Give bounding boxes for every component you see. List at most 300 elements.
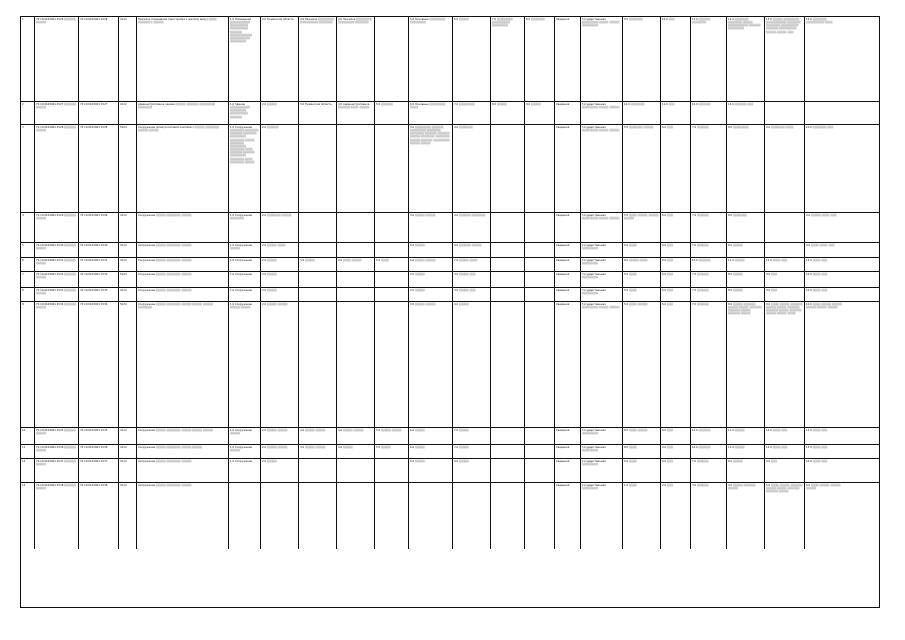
attr-15-cell xyxy=(805,302,845,427)
attr-14-cell xyxy=(765,213,805,242)
registry-number-cell xyxy=(79,243,119,257)
cell-text: Сведения xyxy=(556,244,570,247)
object-name-cell xyxy=(137,258,229,271)
cell-text: 72:10:0103001:1526 ░░░░░░ ░░░░░ xyxy=(36,18,77,25)
attr-5-cell xyxy=(375,428,409,444)
cell-text: 11.0 ░░░░░ xyxy=(728,259,745,262)
cell-text: 1.0 Сооружение xyxy=(230,259,253,262)
attr-13-cell xyxy=(727,125,765,212)
cell-text: 6.0 ░░░░░ xyxy=(410,429,425,432)
attr-8-cell xyxy=(491,213,525,242)
attr-11-cell xyxy=(661,459,691,482)
attr-2-cell xyxy=(261,459,299,482)
cell-text: 72:10:0103001:1532 ░░░░░░ ░░░░░ xyxy=(36,273,77,280)
cell-text: Сведения xyxy=(556,446,570,449)
attr-12-cell xyxy=(691,428,727,444)
attr-15-cell xyxy=(805,288,845,301)
cell-text: 6.0 ░░░░░ xyxy=(410,446,425,449)
cell-text: 13.0 ░░░░░░ ░░░ xyxy=(728,103,754,106)
attr-8-cell xyxy=(491,258,525,271)
attr-4-cell xyxy=(337,125,375,212)
attr-11-cell xyxy=(661,17,691,101)
cell-text: 4.0 ░░░░░ ░░░░░ xyxy=(338,429,364,432)
table-row xyxy=(21,17,879,102)
attr-12-cell xyxy=(691,288,727,301)
attr-8-cell xyxy=(491,428,525,444)
code-cell xyxy=(119,17,137,101)
cell-text: 72:10:0103001:1537 xyxy=(80,460,108,463)
row-number-cell xyxy=(21,102,35,124)
status-cell xyxy=(555,17,581,101)
attr-11-cell xyxy=(661,213,691,242)
attr-2-cell xyxy=(261,445,299,458)
registration-cell xyxy=(581,243,623,257)
cell-text: 5.0 ░░░░ ░░░░░ ░░░░░ ░░░░░ xyxy=(624,214,659,221)
attr-2-cell xyxy=(261,483,299,549)
cell-text: Сведения xyxy=(556,484,570,487)
row-number-cell xyxy=(21,125,35,212)
cell-text: Сведения xyxy=(556,289,570,292)
cell-text: 72:10:0103001:1538 xyxy=(80,484,108,487)
attr-1-cell xyxy=(229,445,261,458)
cell-text: 6.0 ░░░ xyxy=(662,289,673,292)
cell-text: 6.0 ░░░░░ ░░░░░ xyxy=(410,259,436,262)
attr-14-cell xyxy=(765,459,805,482)
table-row xyxy=(21,213,879,243)
attr-7-cell xyxy=(453,17,491,101)
attr-5-cell xyxy=(375,258,409,271)
attr-12-cell xyxy=(691,445,727,458)
cadastral-id-cell xyxy=(35,428,79,444)
attr-8-cell xyxy=(491,272,525,287)
status-cell xyxy=(555,288,581,301)
cell-text: Государственная ░░░░░░░░ xyxy=(582,484,606,491)
cell-text: 8.0 ░░░░░ xyxy=(728,273,743,276)
attr-5-cell xyxy=(375,483,409,549)
cell-text: 7.0 ░░░░░░░░ ░░░░░░░░░ ░░░░░░░░ xyxy=(492,18,513,28)
cell-text: 12.0 ░░░░ ░░░ xyxy=(766,259,788,262)
code-cell xyxy=(119,428,137,444)
table-row xyxy=(21,272,879,288)
attr-14-cell xyxy=(765,288,805,301)
cell-text: 5.0 ░░░░░░░ ░░░░░ xyxy=(624,126,654,129)
attr-2-cell xyxy=(261,258,299,271)
status-cell xyxy=(555,428,581,444)
cell-text: Сооружение ░░░░░ ░░░░░░░ ░░░░░ ░░░░░ ░░░░░ xyxy=(138,429,214,432)
cell-text: 1.0 Сооружение xyxy=(230,273,253,276)
cell-text: 3.0 ░░░░░ ░░░░░ xyxy=(410,214,436,217)
attr-11-cell xyxy=(661,483,691,549)
attr-5-cell xyxy=(375,445,409,458)
cell-text: Сооружение ░░░░░ ░░░░░░░ ░░░░░ xyxy=(138,259,192,262)
cell-text: 4.0 ░░░░░ xyxy=(454,460,469,463)
cell-text: 3 xyxy=(22,126,24,129)
attr-15-cell xyxy=(805,445,845,458)
code-cell xyxy=(119,302,137,427)
cell-text: 3.0 Тюменская область xyxy=(300,103,332,106)
cell-text: Государственная ░░░░░░░░ xyxy=(582,289,606,296)
cell-text: 13.0 ░░░░░ ░░░░░░░░ ░░░░░░░░░░ ░░░░░░░ ░░░░░░░ ░░░░░░░░░ ░░░░░░ ░░░░░░░░░ ░░░░░ ░░░░░ ░░░ xyxy=(766,18,801,34)
attr-7-cell xyxy=(453,428,491,444)
cell-text: 10.0 ░░░░░░ xyxy=(692,429,711,432)
code-cell xyxy=(119,102,137,124)
status-cell xyxy=(555,213,581,242)
cell-text: 5.0 ░░░░ xyxy=(624,460,637,463)
cell-text: 3.0 ░░░░░ xyxy=(410,289,425,292)
cell-text: 6.0 ░░░ xyxy=(662,273,673,276)
status-cell xyxy=(555,302,581,427)
registration-cell xyxy=(581,288,623,301)
cell-text: 9 xyxy=(22,303,24,306)
cell-text: 6.0 Основные ░░░░░░░░ ░░░░ xyxy=(410,103,446,110)
registry-number-cell xyxy=(79,445,119,458)
cell-text: 3.0 Нежилое ░░░░░░░░ ░░░░░░░░░ ░░░░░░░ xyxy=(300,18,335,25)
attr-13-cell xyxy=(727,272,765,287)
registry-number-cell xyxy=(79,288,119,301)
cell-text: 5.0 ░░░░░ ░░░░░ xyxy=(376,429,402,432)
attr-8-cell xyxy=(491,459,525,482)
attr-4-cell xyxy=(337,288,375,301)
cell-text: 72:10:0103001:1534 ░░░░░░ ░░░░░ xyxy=(36,303,77,310)
cell-text: 4.0 ░░░░░ xyxy=(454,303,469,306)
cell-text: 11.0 ░░░ xyxy=(662,103,675,106)
cell-text: 1.0 Помещение ░░░░░░░░░░ ░░░░░░░░░ ░░░░░░░░░ ░░░░░░ ░░░░░░░░░░░ ░░░░░░░░░░ ░░░░░░░░ xyxy=(230,18,252,44)
cell-text: 7.0 ░░░░░ xyxy=(454,446,469,449)
cell-text: 10.0 ░░░░ ░░░ xyxy=(806,289,828,292)
attr-12-cell xyxy=(691,102,727,124)
attr-6-cell xyxy=(409,288,453,301)
cell-text: 10 xyxy=(22,429,26,432)
table-row xyxy=(21,125,879,213)
cell-text: 2.0 ░░░░░░ xyxy=(262,126,279,129)
attr-7-cell xyxy=(453,243,491,257)
code-cell xyxy=(119,272,137,287)
code-cell xyxy=(119,213,137,242)
cell-text: 4.0 ░░░░░ ░░░░░░ ░░░░░ xyxy=(728,484,756,491)
cell-text: 9.0 ░░░░░ xyxy=(526,103,541,106)
attr-14-cell xyxy=(765,102,805,124)
attr-8-cell xyxy=(491,17,525,101)
cell-text: 6.0 ░░░░░ xyxy=(454,18,469,21)
attr-9-cell xyxy=(525,459,555,482)
cell-text: 72:10:0103001:1529 ░░░░░░ ░░░░░ xyxy=(36,214,77,221)
cell-text: 72:10:0103001:1528 xyxy=(80,126,108,129)
registration-cell xyxy=(581,17,623,101)
registration-cell xyxy=(581,428,623,444)
cell-text: Сведения xyxy=(556,214,570,217)
cell-text: Сведения xyxy=(556,126,570,129)
row-number-cell xyxy=(21,17,35,101)
cell-text: 5.0 ░░░░░ xyxy=(376,446,391,449)
status-cell xyxy=(555,459,581,482)
attr-15-cell xyxy=(805,258,845,271)
cell-text: 9.0 ░░░ xyxy=(662,446,673,449)
attr-5-cell xyxy=(375,17,409,101)
attr-1-cell xyxy=(229,288,261,301)
cell-text: 12.0 ░░░░░░░ ░░░░░░░ ░░░░░ ░░░░░░░░░░ ░░░░░░ ░░░░░░░░ xyxy=(728,18,761,31)
attr-11-cell xyxy=(661,125,691,212)
cell-text: 5124 xyxy=(120,303,127,306)
cell-text: 10.0 ░░░░░░░ xyxy=(624,103,645,106)
cell-text: 1 xyxy=(22,18,24,21)
attr-1-cell xyxy=(229,459,261,482)
cell-text: Государственная ░░░░░░░░ ░░░░░ ░░░░░ ░░░░░░░░ xyxy=(582,18,620,28)
cell-text: 72:10:0103001:1537 ░░░░░░ ░░░░░ xyxy=(36,460,77,467)
cell-text: 72:10:0103001:1527 xyxy=(80,103,108,106)
cell-text: Сооружение ░░░░░ ░░░░░░░ ░░░░░ xyxy=(138,460,192,463)
attr-7-cell xyxy=(453,302,491,427)
status-cell xyxy=(555,445,581,458)
cell-text: 3.0 ░░░░░ xyxy=(410,273,425,276)
attr-2-cell xyxy=(261,102,299,124)
code-cell xyxy=(119,258,137,271)
cadastral-id-cell xyxy=(35,483,79,549)
attr-14-cell xyxy=(765,445,805,458)
attr-11-cell xyxy=(661,288,691,301)
cell-text: 1.0 Сооружение ░░░░░ ░░░░░ xyxy=(230,303,253,310)
cell-text: 72:10:0103001:1528 ░░░░░░ ░░░░░ xyxy=(36,126,77,133)
code-cell xyxy=(119,483,137,549)
cell-text: 9.0 ░░░░░░░ ░░░░ xyxy=(766,126,794,129)
attr-12-cell xyxy=(691,243,727,257)
attr-6-cell xyxy=(409,445,453,458)
attr-10-cell xyxy=(623,258,661,271)
attr-9-cell xyxy=(525,288,555,301)
cell-text: 4.0 ░░░░░░ ░░░░░░░ xyxy=(454,214,486,217)
table-row xyxy=(21,243,879,258)
attr-13-cell xyxy=(727,483,765,549)
attr-5-cell xyxy=(375,125,409,212)
attr-8-cell xyxy=(491,302,525,427)
cell-text: 7.0 ░░░░░ ░░░░ xyxy=(454,259,478,262)
attr-9-cell xyxy=(525,428,555,444)
registration-cell xyxy=(581,213,623,242)
cell-text: 5.0 ░░░░ xyxy=(624,289,637,292)
table-row xyxy=(21,102,879,125)
cell-text: 7.0 ░░░░░░ xyxy=(692,460,709,463)
cell-text: 72:10:0103001:1535 ░░░░░░ ░░░░░ xyxy=(36,429,77,436)
cell-text: 4.0 ░░░░░ xyxy=(338,446,353,449)
attr-6-cell xyxy=(409,302,453,427)
attr-6-cell xyxy=(409,483,453,549)
attr-4-cell xyxy=(337,17,375,101)
cell-text: Государственная ░░░░░░░░ xyxy=(582,429,606,436)
row-number-cell xyxy=(21,258,35,271)
cell-text: 1.0 Сооружение xyxy=(230,460,253,463)
attr-9-cell xyxy=(525,243,555,257)
attr-3-cell xyxy=(299,243,337,257)
cell-text: 2.0 ░░░░░░░ ░░░░░ xyxy=(262,214,292,217)
attr-9-cell xyxy=(525,483,555,549)
attr-7-cell xyxy=(453,125,491,212)
status-cell xyxy=(555,102,581,124)
cell-text: 6.0 ░░░ xyxy=(662,303,673,306)
cell-text: 72:10:0103001:1530 xyxy=(80,244,108,247)
cell-text: 11.0 ░░░░░ xyxy=(728,446,745,449)
attr-5-cell xyxy=(375,459,409,482)
attr-13-cell xyxy=(727,258,765,271)
attr-11-cell xyxy=(661,258,691,271)
cadastral-id-cell xyxy=(35,272,79,287)
cell-text: 12.0 ░░░░ ░░░ xyxy=(766,429,788,432)
cell-text: Сооружение ░░░░░ ░░░░░░░ ░░░░░ xyxy=(138,273,192,276)
register-table xyxy=(20,16,880,608)
attr-9-cell xyxy=(525,272,555,287)
attr-11-cell xyxy=(661,243,691,257)
registry-number-cell xyxy=(79,258,119,271)
cell-text: 13.0 ░░░░ ░░░ xyxy=(806,259,828,262)
cell-text: Государственная ░░░░░░░░ xyxy=(582,259,606,266)
registry-number-cell xyxy=(79,428,119,444)
attr-5-cell xyxy=(375,102,409,124)
attr-8-cell xyxy=(491,483,525,549)
attr-4-cell xyxy=(337,102,375,124)
cell-text: 10.0 ░░░░ ░░░ xyxy=(806,460,828,463)
attr-10-cell xyxy=(623,302,661,427)
cell-text: 2.0 ░░░░░ ░░░░ xyxy=(262,244,286,247)
attr-14-cell xyxy=(765,258,805,271)
attr-2-cell xyxy=(261,288,299,301)
cell-text: 72:10:0103001:1531 xyxy=(80,259,108,262)
code-cell xyxy=(119,445,137,458)
cell-text: 5.0 ░░░░░░ xyxy=(376,103,393,106)
attr-11-cell xyxy=(661,102,691,124)
attr-10-cell xyxy=(623,445,661,458)
cadastral-id-cell xyxy=(35,302,79,427)
object-name-cell xyxy=(137,459,229,482)
cell-text: Государственная ░░░░░░░░ ░░░░░ ░░░░░ xyxy=(582,126,620,133)
attr-10-cell xyxy=(623,483,661,549)
attr-2-cell xyxy=(261,302,299,427)
attr-2-cell xyxy=(261,125,299,212)
attr-1-cell xyxy=(229,428,261,444)
cell-text: 72:10:0103001:1530 ░░░░░░ ░░░░░ xyxy=(36,244,77,251)
attr-1-cell xyxy=(229,213,261,242)
cell-text: 8 xyxy=(22,289,24,292)
cell-text: 9.0 ░░░░ ░░░░ ░░░ xyxy=(806,244,835,247)
cell-text: 9.0 ░░░░░ ░░░░ ░░░ xyxy=(806,214,837,217)
code-cell xyxy=(119,459,137,482)
attr-3-cell xyxy=(299,258,337,271)
attr-12-cell xyxy=(691,213,727,242)
cell-text: 8.0 ░░░░░ xyxy=(728,460,743,463)
attr-4-cell xyxy=(337,483,375,549)
status-cell xyxy=(555,258,581,271)
registration-cell xyxy=(581,125,623,212)
cell-text: 3.0 ░░░░░ xyxy=(410,460,425,463)
cell-text: 8.0 ░░░░░ xyxy=(728,244,743,247)
attr-7-cell xyxy=(453,258,491,271)
row-number-cell xyxy=(21,483,35,549)
cell-text: 2.0 ░░░░░ ░░░░░ xyxy=(262,446,288,449)
cell-text: Нежилое помещение (пристройка к жилому дому) ░░░░ ░░░░░░ ░ ░░░░░ xyxy=(138,18,217,25)
cell-text: 2.0 ░░░░░ xyxy=(262,460,277,463)
cell-text: 5.0 ░░░░ xyxy=(624,273,637,276)
cell-text: 10.0 ░░░░ ░░░░░ ░░░░░ ░░░░░ ░░░░░ ░░░░░ xyxy=(806,303,843,310)
cell-text: 11.0 ░░░░░░ ░░░░░░░ xyxy=(692,18,711,25)
attr-4-cell xyxy=(337,243,375,257)
code-cell xyxy=(119,288,137,301)
cell-text: 14.0 ░░░░░░░ ░░░░░░░░░ ░░░░ xyxy=(806,18,833,25)
registration-cell xyxy=(581,258,623,271)
attr-15-cell xyxy=(805,428,845,444)
cell-text: 1.0 ░░░░ xyxy=(624,484,637,487)
attr-6-cell xyxy=(409,258,453,271)
attr-10-cell xyxy=(623,288,661,301)
cell-text: Административное здание ░░░░░ ░░░░░░ ░░░░░░░░ ░░░░░░░ xyxy=(138,103,216,110)
table-row xyxy=(21,483,879,549)
attr-5-cell xyxy=(375,272,409,287)
cell-text: 5 xyxy=(22,244,24,247)
cell-text: 2.0 ░░░░░ ░░░░░ xyxy=(262,429,288,432)
attr-3-cell xyxy=(299,445,337,458)
cell-text: 9.0 ░░░ xyxy=(662,429,673,432)
attr-7-cell xyxy=(453,445,491,458)
cell-text: 9.0 ░░░ xyxy=(766,273,777,276)
cell-text: 6.0 ░░░░ ░░░░░ ░░░░░ ░░░░░ xyxy=(806,484,841,491)
cell-text: 2.0 ░░░░░ ░░░░░ xyxy=(262,303,288,306)
registry-number-cell xyxy=(79,125,119,212)
cell-text: 4112 xyxy=(120,259,127,262)
cell-text: 72:10:0103001:1534 xyxy=(80,303,108,306)
cell-text: 6.0 ░░░ xyxy=(662,460,673,463)
object-name-cell xyxy=(137,213,229,242)
attr-5-cell xyxy=(375,288,409,301)
cell-text: 3.0 ░░░░░ ░░░░░ xyxy=(300,429,326,432)
attr-14-cell xyxy=(765,125,805,212)
cell-text: 2.0 Тюменская область xyxy=(262,18,294,21)
attr-4-cell xyxy=(337,445,375,458)
cell-text: 4112 xyxy=(120,289,127,292)
attr-8-cell xyxy=(491,445,525,458)
cell-text: 1.0 Сооружение ░░░░░░░ ░░░░░░░ ░░░░░░ ░░░░░░░ ░░░░░░░░ ░░░░░░░ ░░░░░ ░░░░░░░ ░░░░░░░░ ░░░░░░░ ░░░░ ░░░░░░ ░░░░░░ ░░░░░░░░ ░░░░░░░ ░░░░ ░░░░░░░ ░░░░░ xyxy=(230,126,259,164)
row-number-cell xyxy=(21,428,35,444)
attr-10-cell xyxy=(623,428,661,444)
cell-text: 11.0 ░░░░░ xyxy=(728,429,745,432)
cell-text: 12 xyxy=(22,460,26,463)
attr-4-cell xyxy=(337,459,375,482)
cell-text: 12.0 ░░░░░░ xyxy=(692,103,711,106)
cell-text: 1.0 Сооружение ░░░░░░░ xyxy=(230,214,253,221)
registration-cell xyxy=(581,483,623,549)
cell-text: 3.0 ░░░░░░░░ ░░░░░░ ░░░░░░░░ ░░░░░░░ ░░░░░░░ ░░░░░░ ░░░░░░ ░░░░░ ░░░░░░░ ░░░░░░░ ░░░░░ ░░░░░░ ░░░░░░░░ ░░░░░ ░░░░░ xyxy=(410,126,450,145)
attr-9-cell xyxy=(525,17,555,101)
cell-text: 12.0 ░░░░ ░░░ xyxy=(766,446,788,449)
cell-text: 72:10:0103001:1532 xyxy=(80,273,108,276)
object-name-cell xyxy=(137,445,229,458)
attr-2-cell xyxy=(261,428,299,444)
cell-text: 2.0 ░░░░░ xyxy=(262,259,277,262)
cell-text: 6.0 ░░░ xyxy=(662,244,673,247)
attr-3-cell xyxy=(299,213,337,242)
cell-text: Сведения xyxy=(556,18,570,21)
table-row xyxy=(21,258,879,272)
object-name-cell xyxy=(137,288,229,301)
attr-3-cell xyxy=(299,428,337,444)
registration-cell xyxy=(581,302,623,427)
cadastral-id-cell xyxy=(35,459,79,482)
cell-text: 13 xyxy=(22,484,26,487)
attr-3-cell xyxy=(299,17,337,101)
object-name-cell xyxy=(137,272,229,287)
table-row xyxy=(21,428,879,445)
cell-text: Государственная ░░░░░░░░ ░░░░░ ░░░░░ xyxy=(582,214,620,221)
cell-text: 72:10:0103001:1526 xyxy=(80,18,108,21)
cell-text: 4112 xyxy=(120,103,127,106)
cell-text: 10.0 ░░░░░░░ ░░░ xyxy=(806,126,834,129)
cell-text: Сведения xyxy=(556,303,570,306)
status-cell xyxy=(555,243,581,257)
